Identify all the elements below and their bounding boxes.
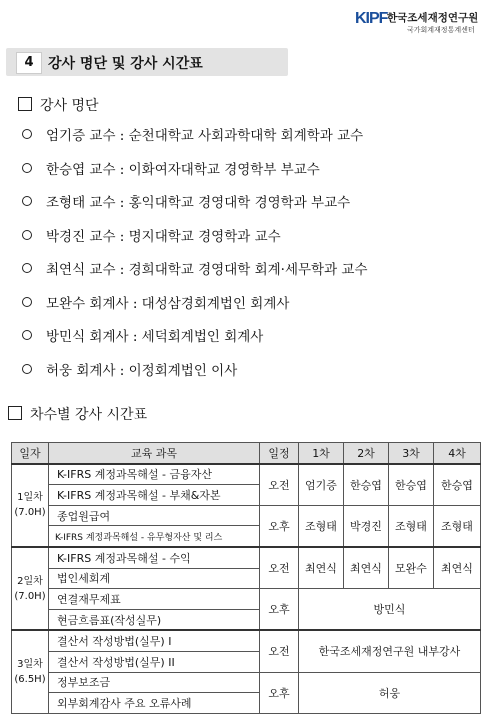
instructor-entry: 최연식 교수 : 경희대학교 경영대학 회계·세무학과 교수 bbox=[46, 262, 368, 278]
circle-bullet-icon bbox=[22, 196, 32, 206]
course-cell: 법인세회계 bbox=[49, 568, 260, 589]
course-cell: 종업원급여 bbox=[49, 505, 260, 526]
instructor-entry: 엄기증 교수 : 순천대학교 사회과학대학 회계학과 교수 bbox=[46, 128, 364, 144]
schedule-heading-text: 차수별 강사 시간표 bbox=[30, 407, 148, 423]
instructor-cell: 한승엽 bbox=[344, 464, 389, 506]
instructor-entry: 조형태 교수 : 홍익대학교 경영대학 경영학과 부교수 bbox=[46, 195, 351, 211]
session-pm: 오후 bbox=[260, 505, 299, 547]
circle-bullet-icon bbox=[22, 330, 32, 340]
instructor-cell: 조형태 bbox=[299, 505, 344, 547]
instructor-cell: 최연식 bbox=[299, 547, 344, 589]
instructor-cell: 모완수 bbox=[389, 547, 434, 589]
instructor-cell: 최연식 bbox=[344, 547, 389, 589]
instructor-entry: 모완수 회계사 : 대성삼경회계법인 회계사 bbox=[46, 295, 290, 312]
instructor-list-heading bbox=[18, 95, 99, 115]
list-item bbox=[22, 258, 368, 292]
list-item bbox=[22, 191, 368, 225]
day-hours: (7.0H) bbox=[14, 590, 46, 602]
day-cell bbox=[12, 630, 49, 713]
day-label: 1일차 bbox=[17, 492, 43, 504]
circle-bullet-icon bbox=[22, 230, 32, 240]
circle-bullet-icon bbox=[22, 129, 32, 139]
circle-bullet-icon bbox=[22, 163, 32, 173]
table-row bbox=[12, 464, 481, 485]
instructor-cell-merged: 허웅 bbox=[299, 672, 481, 713]
header-day: 일자 bbox=[12, 443, 49, 464]
schedule-heading bbox=[8, 404, 147, 424]
header-round-2: 2차 bbox=[344, 443, 389, 464]
kipf-logo bbox=[355, 8, 483, 36]
circle-bullet-icon bbox=[22, 364, 32, 374]
header-session: 일정 bbox=[260, 443, 299, 464]
instructor-cell: 조형태 bbox=[434, 505, 481, 547]
instructor-cell-merged: 한국조세재정연구원 내부강사 bbox=[299, 630, 481, 672]
table-row bbox=[12, 505, 481, 526]
instructor-cell: 조형태 bbox=[389, 505, 434, 547]
day-hours: (6.5H) bbox=[14, 674, 46, 686]
logo-organization-name: 한국조세재정연구원 bbox=[387, 12, 479, 24]
instructor-entry: 허웅 회계사 : 이정회계법인 이사 bbox=[46, 362, 238, 379]
course-cell: K-IFRS 계정과목해설 - 금융자산 bbox=[49, 464, 260, 485]
course-cell: K-IFRS 계정과목해설 - 유무형자산 및 리스 bbox=[49, 526, 260, 547]
schedule-table bbox=[11, 442, 481, 714]
session-am: 오전 bbox=[260, 464, 299, 506]
session-am: 오전 bbox=[260, 547, 299, 589]
day-cell bbox=[12, 464, 49, 547]
list-item bbox=[22, 359, 368, 393]
course-cell: 결산서 작성방법(실무) II bbox=[49, 651, 260, 672]
day-cell bbox=[12, 547, 49, 630]
instructor-heading-text: 강사 명단 bbox=[40, 98, 99, 114]
checkbox-square-icon bbox=[18, 97, 32, 111]
header-round-3: 3차 bbox=[389, 443, 434, 464]
section-number: 4 bbox=[16, 52, 42, 74]
table-row bbox=[12, 672, 481, 693]
list-item bbox=[22, 225, 368, 259]
session-pm: 오후 bbox=[260, 672, 299, 713]
checkbox-square-icon bbox=[8, 406, 22, 420]
circle-bullet-icon bbox=[22, 297, 32, 307]
day-hours: (7.0H) bbox=[14, 507, 46, 519]
day-label: 3일차 bbox=[17, 659, 43, 671]
session-am: 오전 bbox=[260, 630, 299, 672]
course-cell: 연결재무제표 bbox=[49, 589, 260, 610]
header-course: 교육 과목 bbox=[49, 443, 260, 464]
session-pm: 오후 bbox=[260, 589, 299, 631]
list-item bbox=[22, 158, 368, 192]
table-row bbox=[12, 547, 481, 568]
course-cell: 현금흐름표(작성실무) bbox=[49, 609, 260, 630]
list-item bbox=[22, 292, 368, 326]
section-header bbox=[6, 48, 288, 76]
list-item bbox=[22, 325, 368, 359]
logo-center-name: 국가회계재정통계센터 bbox=[407, 26, 475, 34]
circle-bullet-icon bbox=[22, 263, 32, 273]
day-label: 2일차 bbox=[17, 575, 43, 587]
instructor-cell: 엄기증 bbox=[299, 464, 344, 506]
header-round-1: 1차 bbox=[299, 443, 344, 464]
course-cell: 외부회계감사 주요 오류사례 bbox=[49, 693, 260, 714]
table-row bbox=[12, 589, 481, 610]
instructor-cell: 박경진 bbox=[344, 505, 389, 547]
table-header-row bbox=[12, 443, 481, 464]
instructor-entry: 박경진 교수 : 명지대학교 경영학과 교수 bbox=[46, 228, 281, 245]
section-title: 강사 명단 및 강사 시간표 bbox=[48, 56, 203, 72]
course-cell: K-IFRS 계정과목해설 - 수익 bbox=[49, 547, 260, 568]
table-row bbox=[12, 630, 481, 651]
instructor-cell: 한승엽 bbox=[434, 464, 481, 506]
header-round-4: 4차 bbox=[434, 443, 481, 464]
course-cell: 결산서 작성방법(실무) I bbox=[49, 630, 260, 651]
instructor-cell: 최연식 bbox=[434, 547, 481, 589]
instructor-list bbox=[22, 124, 368, 392]
instructor-entry: 방민식 회계사 : 세덕회계법인 회계사 bbox=[46, 329, 264, 345]
instructor-cell: 한승엽 bbox=[389, 464, 434, 506]
course-cell: 정부보조금 bbox=[49, 672, 260, 693]
logo-mark: KIPF bbox=[355, 10, 388, 27]
course-cell: K-IFRS 계정과목해설 - 부채&자본 bbox=[49, 485, 260, 506]
list-item bbox=[22, 124, 368, 158]
instructor-entry: 한승엽 교수 : 이화여자대학교 경영학부 부교수 bbox=[46, 161, 320, 178]
instructor-cell-merged: 방민식 bbox=[299, 589, 481, 631]
